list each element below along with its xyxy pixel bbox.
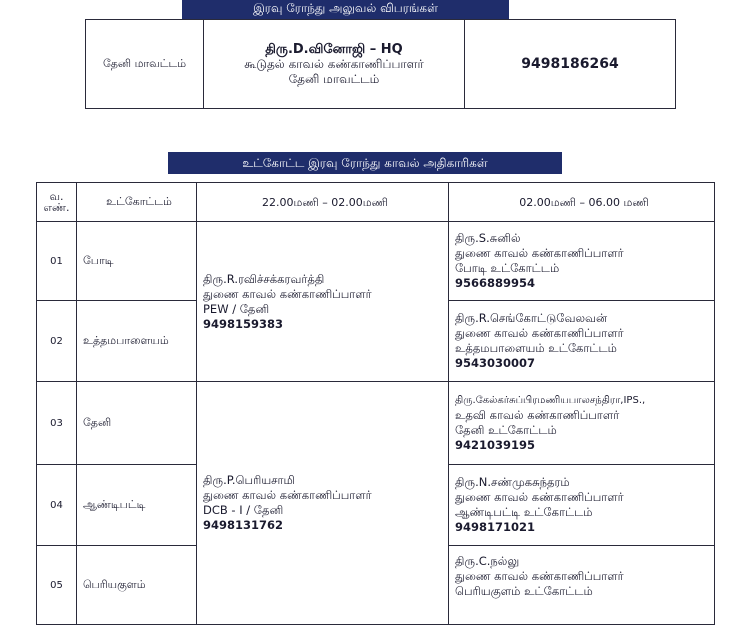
officer-place: ஆண்டிபட்டி உட்கோட்டம் xyxy=(455,505,593,519)
officer-role: துணை காவல் கண்காணிப்பாளர் xyxy=(455,490,624,504)
summary-phone: 9498186264 xyxy=(465,20,676,109)
header-serial-no: வ. எண். xyxy=(37,183,77,222)
officer-role: உதவி காவல் கண்காணிப்பாளர் xyxy=(455,408,620,422)
summary-officer xyxy=(204,20,465,109)
group2-place: DCB - I / தேனி xyxy=(203,503,284,517)
row-no: 02 xyxy=(37,301,77,382)
shift1-officer-group2 xyxy=(197,382,449,625)
row-subdivision: உத்தமபாளையம் xyxy=(77,301,197,382)
roster-table xyxy=(36,182,715,625)
row-subdivision: போடி xyxy=(77,222,197,301)
group1-phone: 9498159383 xyxy=(203,316,284,331)
officer-place: உத்தமபாளையம் உட்கோட்டம் xyxy=(455,341,617,355)
group1-name: திரு.R.ரவிச்சக்கரவர்த்தி xyxy=(203,271,325,286)
summary-officer-place: தேனி மாவட்டம் xyxy=(288,71,380,86)
officer-role: துணை காவல் கண்காணிப்பாளர் xyxy=(455,246,624,260)
officer-role: துணை காவல் கண்காணிப்பாளர் xyxy=(455,326,624,340)
shift2-officer xyxy=(449,382,715,465)
group1-role: துணை காவல் கண்காணிப்பாளர் xyxy=(203,286,372,301)
group2-role: துணை காவல் கண்காணிப்பாளர் xyxy=(203,488,372,502)
header-shift-2: 02.00மணி – 06.00 மணி xyxy=(449,183,715,222)
summary-row xyxy=(86,20,676,109)
summary-district: தேனி மாவட்டம் xyxy=(86,20,204,109)
row-no: 04 xyxy=(37,465,77,546)
summary-officer-name: திரு.D.வினோஜி – HQ xyxy=(265,41,403,57)
group2-phone: 9498131762 xyxy=(203,518,284,532)
row-no: 05 xyxy=(37,546,77,625)
officer-name: திரு.கேல்கர்சுப்பிரமணியபாலசந்திரா,IPS., xyxy=(455,395,646,406)
table-row xyxy=(37,222,715,301)
officer-phone: 9498171021 xyxy=(455,520,536,534)
section-banner-night-patrol: இரவு ரோந்து அலுவல் விபரங்கள் xyxy=(182,0,509,19)
officer-place: பெரியகுளம் உட்கோட்டம் xyxy=(455,584,593,598)
row-no: 01 xyxy=(37,222,77,301)
header-subdivision: உட்கோட்டம் xyxy=(77,183,197,222)
officer-name: திரு.S.சுனில் xyxy=(455,231,521,245)
officer-phone: 9566889954 xyxy=(455,276,536,290)
row-subdivision: பெரியகுளம் xyxy=(77,546,197,625)
officer-phone: 9421039195 xyxy=(455,438,536,452)
shift1-officer-group1 xyxy=(197,222,449,382)
officer-name: திரு.N.சண்முகசுந்தரம் xyxy=(455,475,570,489)
officer-phone: 9543030007 xyxy=(455,356,536,370)
officer-place: போடி உட்கோட்டம் xyxy=(455,261,560,275)
group2-name: திரு.P.பெரியசாமி xyxy=(203,473,295,487)
shift2-officer xyxy=(449,465,715,546)
officer-role: துணை காவல் கண்காணிப்பாளர் xyxy=(455,569,624,583)
officer-place: தேனி உட்கோட்டம் xyxy=(455,423,557,437)
section-banner-subdivision-officers: உட்கோட்ட இரவு ரோந்து காவல் அதிகாரிகள் xyxy=(168,152,562,174)
header-shift-1: 22.00மணி – 02.00மணி xyxy=(197,183,449,222)
table-row xyxy=(37,382,715,465)
summary-table xyxy=(85,19,676,109)
officer-name: திரு.R.செங்கோட்டுவேலவன் xyxy=(455,311,608,325)
row-subdivision: ஆண்டிபட்டி xyxy=(77,465,197,546)
roster-header-row xyxy=(37,183,715,222)
summary-officer-role: கூடுதல் காவல் கண்காணிப்பாளர் xyxy=(244,56,424,71)
shift2-officer xyxy=(449,301,715,382)
group1-place: PEW / தேனி xyxy=(203,301,270,316)
row-subdivision: தேனி xyxy=(77,382,197,465)
row-no: 03 xyxy=(37,382,77,465)
shift2-officer xyxy=(449,546,715,625)
officer-name: திரு.C.நல்லு xyxy=(455,554,520,568)
shift2-officer xyxy=(449,222,715,301)
